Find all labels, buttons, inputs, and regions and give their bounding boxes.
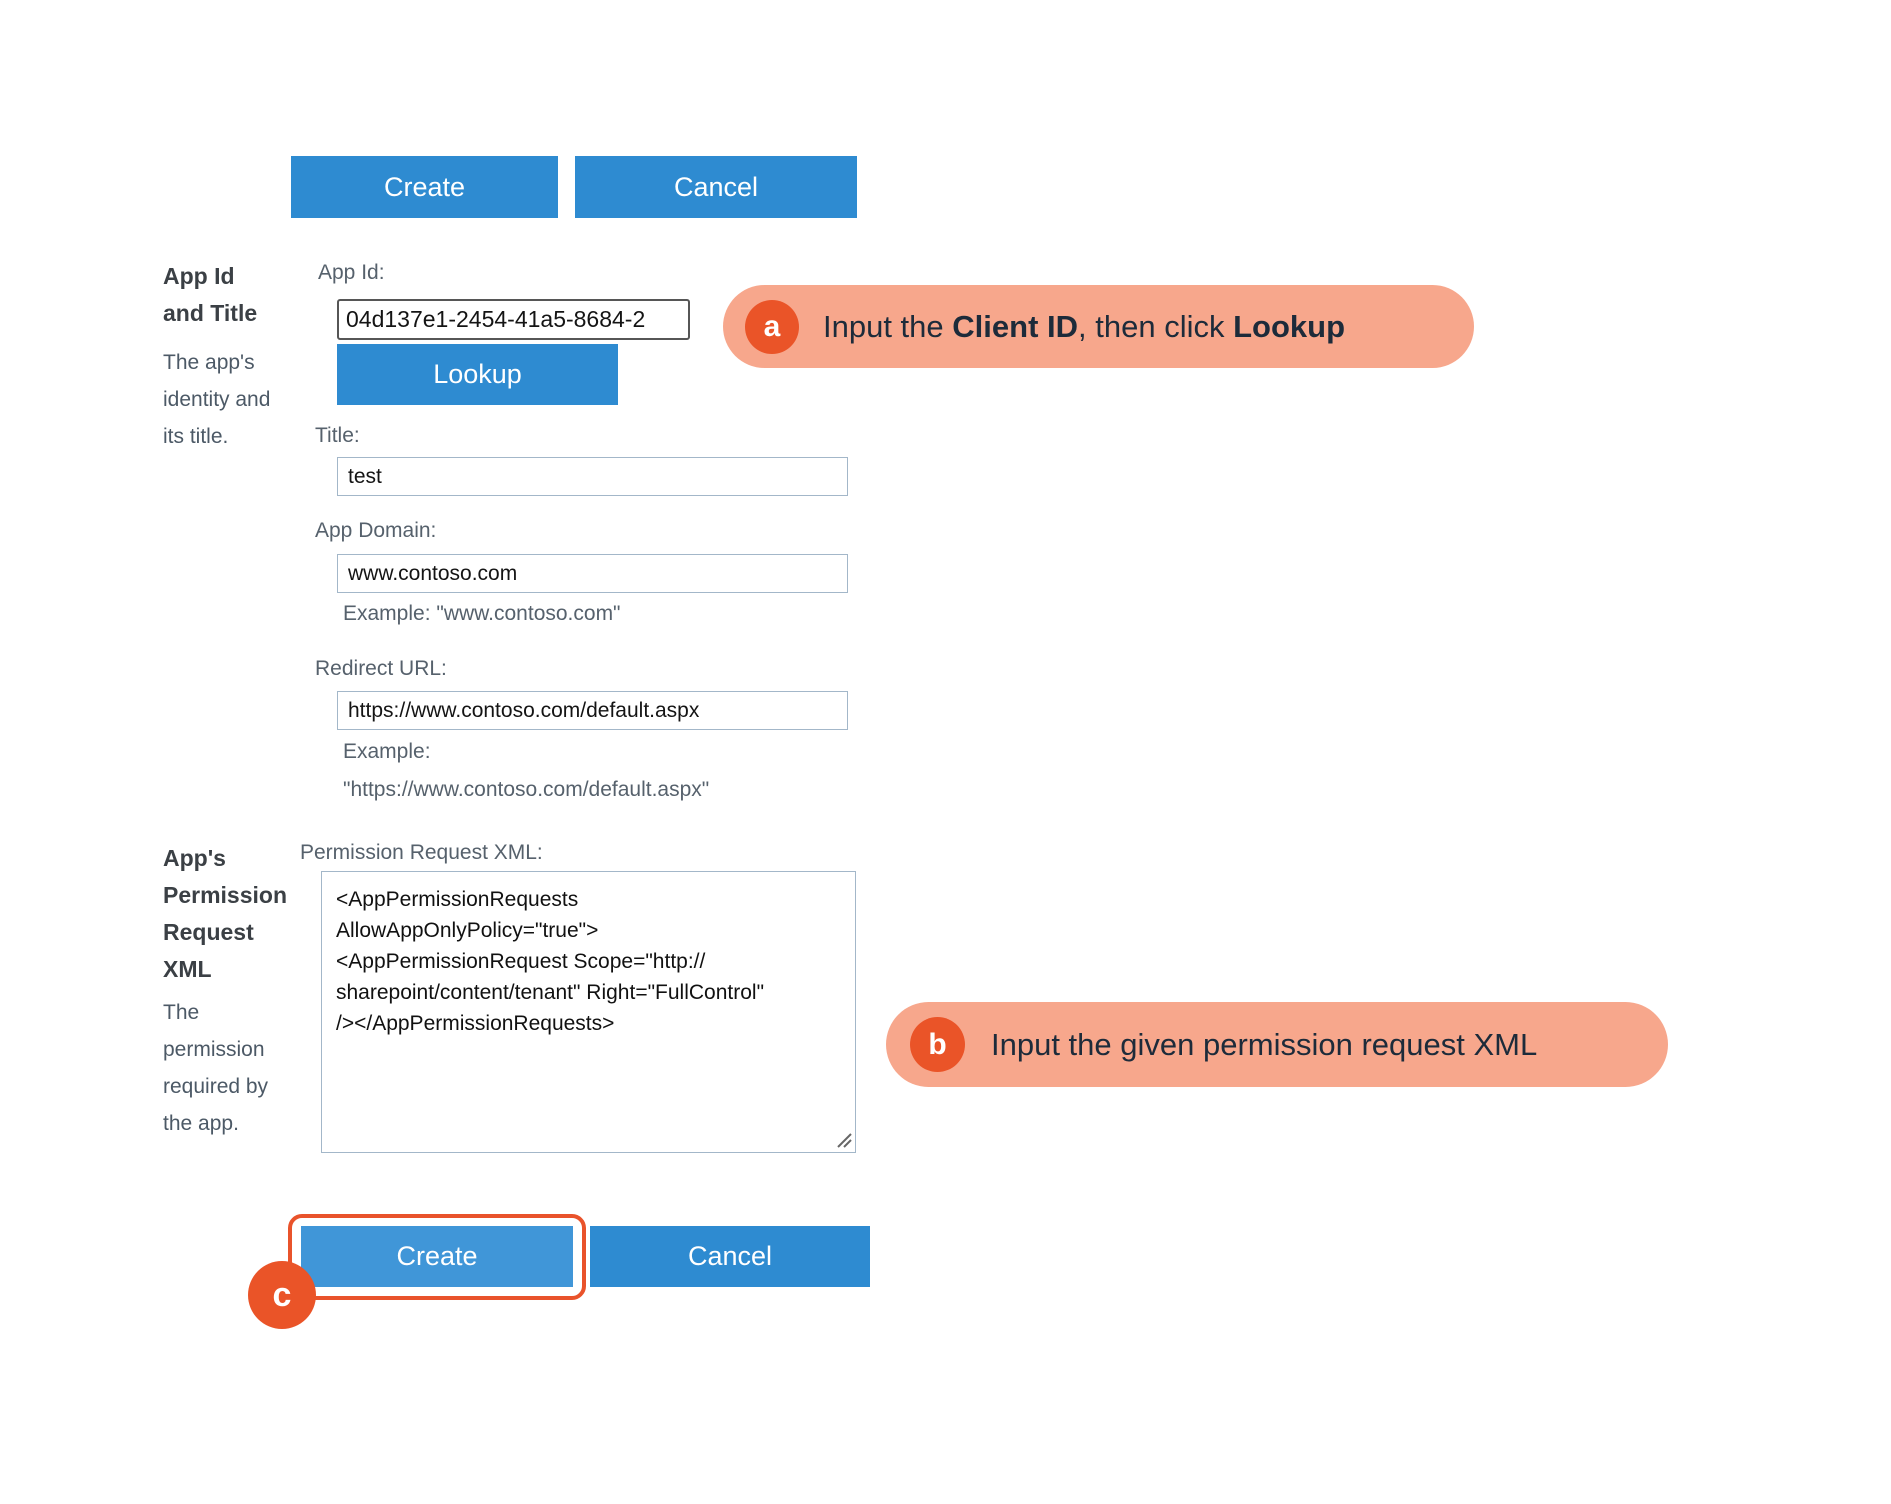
- create-button-top[interactable]: Create: [291, 156, 558, 218]
- description-line: its title.: [163, 425, 229, 448]
- section-heading-permission-xml: [163, 840, 287, 988]
- app-id-label: App Id:: [318, 261, 385, 284]
- title-label: Title:: [315, 424, 360, 447]
- redirect-url-example-line2: "https://www.contoso.com/default.aspx": [343, 778, 710, 801]
- description-line: The app's: [163, 351, 255, 374]
- annotation-text-a: [823, 309, 1345, 345]
- section-description-permission-xml: [163, 994, 268, 1142]
- step-badge-c: c: [248, 1261, 316, 1329]
- redirect-url-label: Redirect URL:: [315, 657, 447, 680]
- permission-xml-label: Permission Request XML:: [300, 841, 543, 864]
- annotation-callout-a: [723, 285, 1474, 368]
- annotation-text-b: Input the given permission request XML: [991, 1026, 1538, 1062]
- lookup-button[interactable]: Lookup: [337, 344, 618, 405]
- description-line: The: [163, 1001, 200, 1024]
- title-input[interactable]: [337, 457, 848, 496]
- app-domain-label: App Domain:: [315, 519, 437, 542]
- redirect-url-example-line1: Example:: [343, 740, 431, 763]
- permission-xml-textarea[interactable]: [321, 871, 856, 1153]
- annotation-text-part: , then click: [1078, 308, 1234, 344]
- app-domain-input[interactable]: [337, 554, 848, 593]
- description-line: identity and: [163, 388, 271, 411]
- step-badge-a: a: [745, 300, 799, 354]
- description-line: required by: [163, 1075, 269, 1098]
- heading-line: App Id: [163, 263, 235, 289]
- heading-line: Request: [163, 919, 254, 945]
- section-heading-app-id-and-title: [163, 258, 257, 332]
- heading-line: XML: [163, 956, 212, 982]
- redirect-url-input[interactable]: [337, 691, 848, 730]
- heading-line: and Title: [163, 300, 258, 326]
- annotation-text-part-bold: Client ID: [952, 308, 1079, 344]
- app-id-input[interactable]: [337, 299, 690, 340]
- description-line: the app.: [163, 1112, 239, 1135]
- description-line: permission: [163, 1038, 265, 1061]
- create-button-bottom[interactable]: Create: [301, 1226, 573, 1287]
- app-domain-example: Example: "www.contoso.com": [343, 602, 621, 625]
- heading-line: Permission: [163, 882, 287, 908]
- annotation-text-part: Input the: [823, 308, 953, 344]
- section-description-app-id: [163, 344, 270, 455]
- annotation-callout-b: [886, 1002, 1668, 1087]
- cancel-button-bottom[interactable]: Cancel: [590, 1226, 870, 1287]
- step-badge-b: b: [910, 1017, 965, 1072]
- cancel-button-top[interactable]: Cancel: [575, 156, 857, 218]
- annotation-text-part-bold: Lookup: [1233, 308, 1345, 344]
- heading-line: App's: [163, 845, 226, 871]
